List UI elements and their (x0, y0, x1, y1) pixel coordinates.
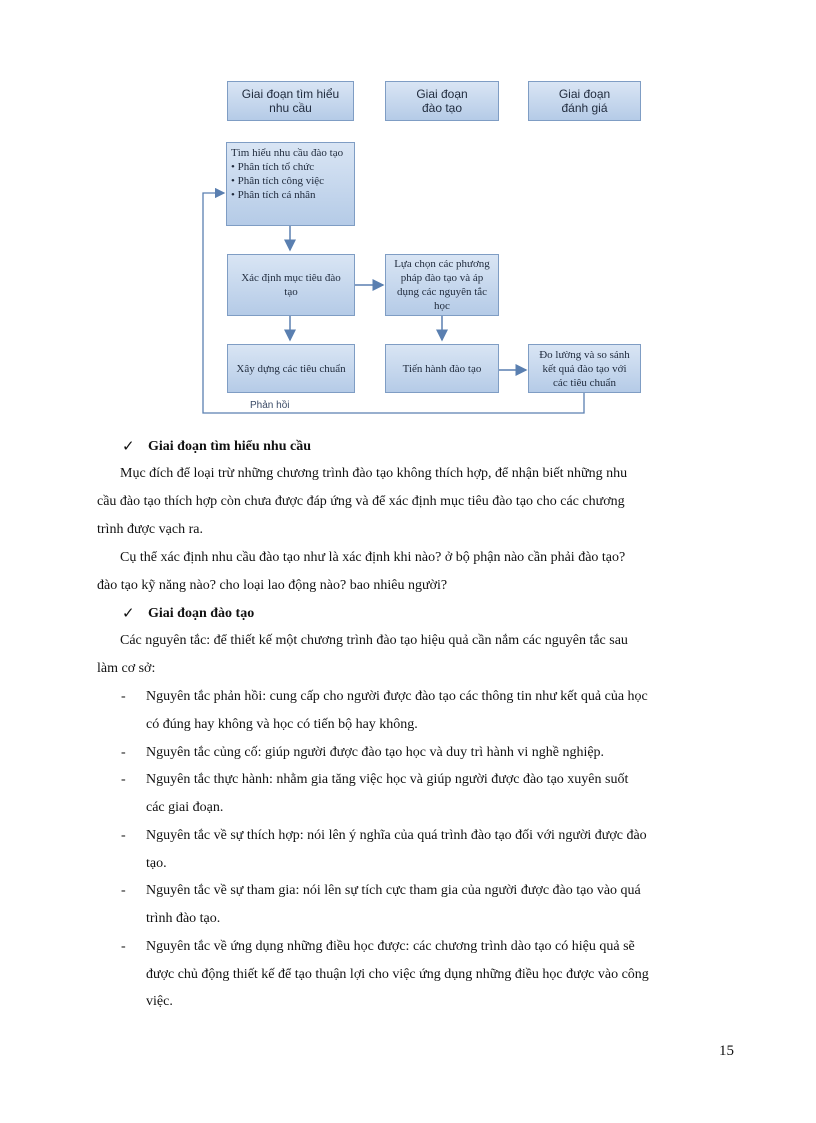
bullet-dash: - (121, 689, 126, 704)
bullet-line: tạo. (146, 856, 167, 871)
header-needs-phase: Giai đoạn tìm hiểu nhu cầu (227, 81, 354, 121)
page-number: 15 (719, 1043, 734, 1059)
header-training-phase: Giai đoạn đào tạo (385, 81, 499, 121)
bullet-line: việc. (146, 994, 173, 1009)
bullet-line: Nguyên tắc củng cố: giúp người được đào tạo học và duy trì hành vi nghề nghiệp. (146, 745, 605, 760)
bullet-dash: - (121, 883, 126, 898)
needs-analysis-title: Tìm hiểu nhu cầu đào tạo (231, 147, 344, 159)
list-item: • Phân tích công việc (231, 174, 343, 188)
checkmark-icon: ✓ (122, 437, 135, 455)
bullet-dash: - (121, 828, 126, 843)
bullet-line: có đúng hay không và học có tiến bộ hay không. (146, 717, 418, 732)
define-goals-box: Xác định mục tiêu đào tạo (227, 254, 355, 316)
bullet-dash: - (121, 745, 126, 760)
bullet-line: Nguyên tắc phản hồi: cung cấp cho người được đào tạo các thông tin như kết quả của học (146, 689, 648, 704)
bullet-line: được chủ động thiết kế để tạo thuận lợi cho việc ứng dụng những điều học được vào công (146, 967, 649, 982)
list-item: • Phân tích tổ chức (231, 160, 343, 174)
paragraph-line: làm cơ sở: (97, 661, 156, 676)
process-diagram (0, 0, 816, 420)
paragraph-line: Cụ thể xác định nhu cầu đào tạo như là xác định khi nào? ở bộ phận nào cần phải đào tạo? (120, 550, 626, 565)
measure-compare-box: Đo lường và so sánh kết quả đào tạo với các tiêu chuẩn (528, 344, 641, 393)
list-item: • Phân tích cá nhân (231, 188, 343, 202)
build-standards-box: Xây dựng các tiêu chuẩn (227, 344, 355, 393)
section-heading: Giai đoạn tìm hiểu nhu cầu (148, 439, 311, 454)
checkmark-icon: ✓ (122, 604, 135, 622)
bullet-line: các giai đoạn. (146, 800, 224, 815)
bullet-line: Nguyên tắc về sự tham gia: nói lên sự tích cực tham gia của người được đào tạo vào quá (146, 883, 641, 898)
feedback-label: Phản hồi (250, 400, 290, 411)
section-heading: Giai đoạn đào tạo (148, 606, 255, 621)
bullet-line: Nguyên tắc về sự thích hợp: nói lên ý nghĩa của quá trình đào tạo đối với người được đào (146, 828, 647, 843)
needs-analysis-box (226, 142, 355, 226)
conduct-training-box: Tiến hành đào tạo (385, 344, 499, 393)
bullet-line: trình đào tạo. (146, 911, 221, 926)
paragraph-line: đào tạo kỹ năng nào? cho loại lao động nào? bao nhiêu người? (97, 578, 448, 593)
bullet-line: Nguyên tắc về ứng dụng những điều học được: các chương trình dào tạo có hiệu quả sẽ (146, 939, 635, 954)
paragraph-line: Mục đích để loại trừ những chương trình đào tạo không thích hợp, để nhận biết những nhu (120, 466, 628, 481)
header-evaluation-phase: Giai đoạn đánh giá (528, 81, 641, 121)
paragraph-line: trình được vạch ra. (97, 522, 203, 537)
paragraph-line: cầu đào tạo thích hợp còn chưa được đáp ứng và để xác định mục tiêu đào tạo cho các chương (97, 494, 625, 509)
choose-methods-box: Lựa chọn các phương pháp đào tạo và áp dụng các nguyên tắc học (385, 254, 499, 316)
needs-analysis-list (231, 160, 343, 202)
bullet-dash: - (121, 939, 126, 954)
paragraph-line: Các nguyên tắc: để thiết kế một chương trình đào tạo hiệu quả cần nắm các nguyên tắc sau (120, 633, 628, 648)
bullet-line: Nguyên tắc thực hành: nhằm gia tăng việc học và giúp người được đào tạo xuyên suốt (146, 772, 629, 787)
bullet-dash: - (121, 772, 126, 787)
